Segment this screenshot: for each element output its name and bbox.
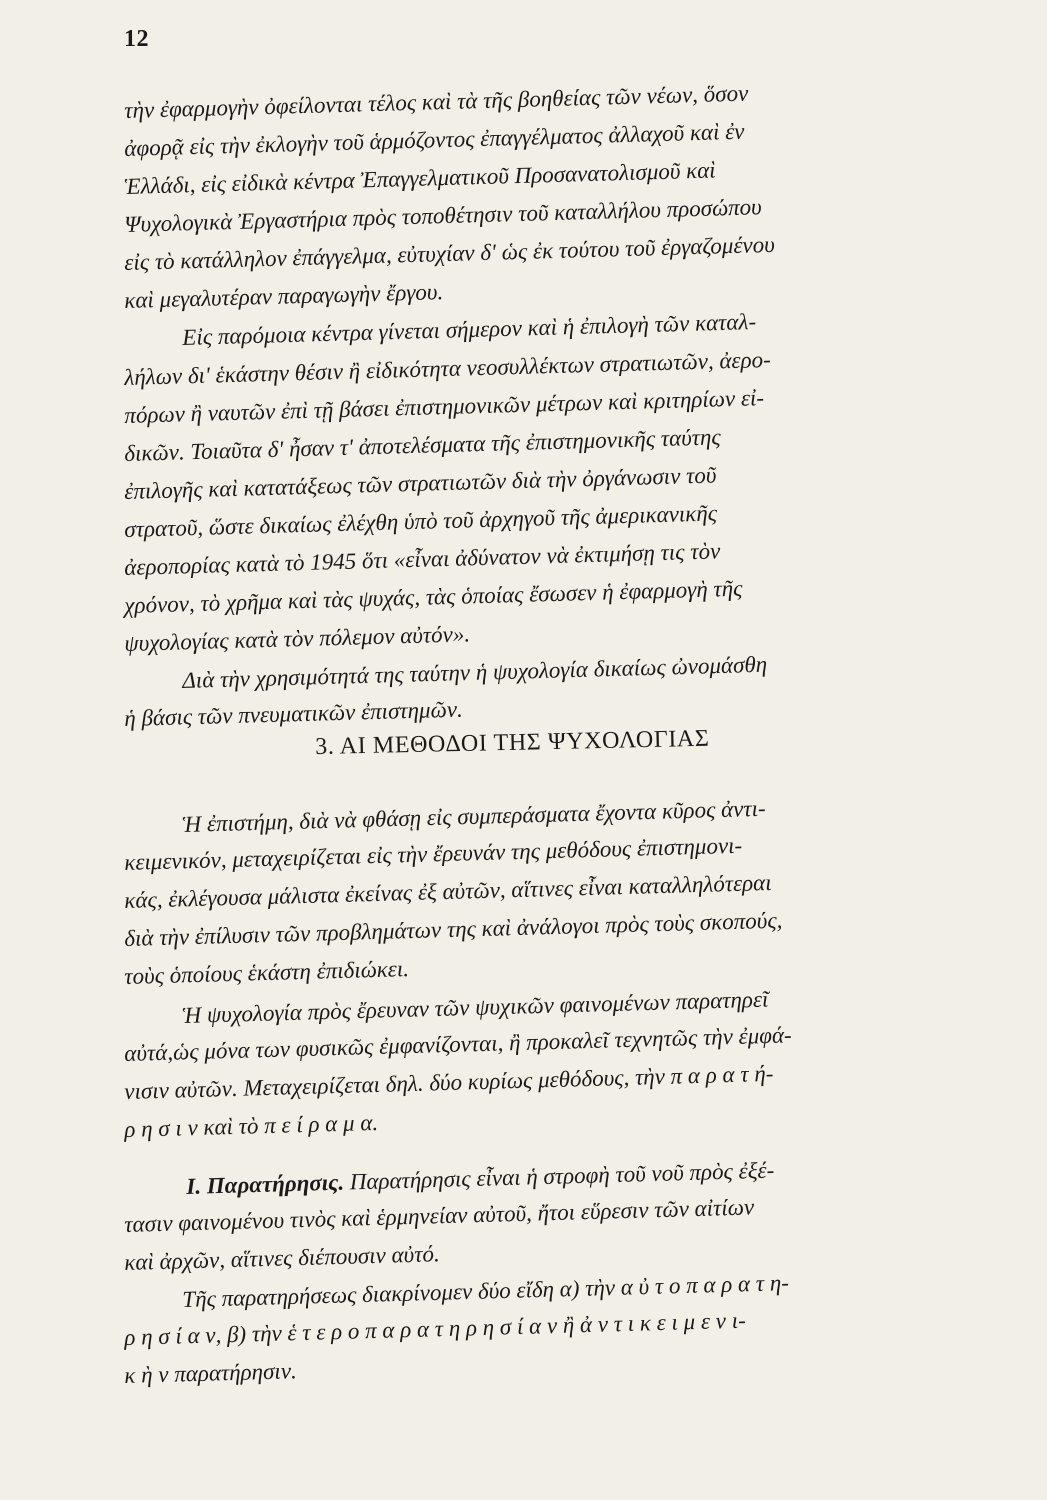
page-number: 12 (124, 26, 149, 52)
p2-line-8: χρόνον, τὸ χρῆμα καὶ τὰς ψυχάς, τὰς ὁποίας ἔσωσεν ἡ ἐφαρμογὴ τῆς (124, 575, 743, 618)
p4-line-3: κάς, ἐκλέγουσα μάλιστα ἐκείνας ἐξ αὐτῶν, αἵτινες εἶναι καταλληλότεραι (124, 869, 772, 913)
p4-line-2: κειμενικόν, μεταχειρίζεται εἰς τὴν ἔρευνάν της μεθόδους ἐπιστημονι- (124, 832, 743, 875)
p2-line-1: Εἰς παρόμοια κέντρα γίνεται σήμερον καὶ ἡ ἐπιλογὴ τῶν καταλ- (182, 308, 757, 350)
p7-line-1: Τῆς παρατηρήσεως διακρίνομεν δύο εἴδη α) τὴν α ὐ τ ο π α ρ α τ η- (182, 1270, 790, 1312)
p4-line-1: Ἡ ἐπιστήμη, διὰ νὰ φθάσῃ εἰς συμπεράσματα ἔχοντα κῦρος ἀντι- (182, 795, 766, 837)
p1-line-1: τὴν ἐφαρμογὴν ὀφείλονται τέλος καὶ τὰ τῆς βοηθείας τῶν νέων, ὅσον (124, 80, 749, 123)
p1-line-6: καὶ μεγαλυτέραν παραγωγὴν ἔργου. (124, 279, 444, 313)
p4-line-5: τοὺς ὁποίους ἑκάστη ἐπιδιώκει. (124, 956, 410, 989)
p3-line-2: ἡ βάσις τῶν πνευματικῶν ἐπιστημῶν. (124, 696, 464, 731)
p2-line-5: ἐπιλογῆς καὶ κατατάξεως τῶν στρατιωτῶν διὰ τὴν ὀργάνωσιν τοῦ (124, 462, 717, 504)
p2-line-7: ἀεροπορίας κατὰ τὸ 1945 ὅτι «εἶναι ἀδύνατον νὰ ἐκτιμήσῃ τις τὸν (124, 538, 721, 580)
p7-line-3: κ ὴ ν παρατήρησιν. (124, 1358, 298, 1388)
p2-line-3: πόρων ἢ ναυτῶν ἐπὶ τῇ βάσει ἐπιστημονικῶν μέτρων καὶ κριτηρίων εἰ- (124, 385, 765, 428)
section-heading: 3. ΑΙ ΜΕΘΟΔΟΙ ΤΗΣ ΨΥΧΟΛΟΓΙΑΣ (315, 725, 710, 760)
p5-line-2: αὐτά,ὡς μόνα των φυσικῶς ἐμφανίζονται, ἢ προκαλεῖ τεχνητῶς τὴν ἐμφά- (124, 1022, 792, 1066)
p1-line-3: Ἑλλάδι, εἰς εἰδικὰ κέντρα Ἐπαγγελματικοῦ Προσανατολισμοῦ καὶ (124, 157, 716, 199)
p7-line-2: ρ η σ ί α ν, β) τὴν ἑ τ ε ρ ο π α ρ α τ η ρ η σ ί α ν ἢ ἀ ν τ ι κ ε ι μ ε ν ι- (124, 1307, 747, 1350)
p2-line-6: στρατοῦ, ὥστε δικαίως ἐλέχθη ὑπὸ τοῦ ἀρχηγοῦ τῆς ἀμερικανικῆς (124, 500, 718, 542)
p6-line-1 (186, 1158, 775, 1200)
p2-line-4: δικῶν. Τοιαῦτα δ' ἦσαν τ' ἀποτελέσματα τῆς ἐπιστημονικῆς ταύτης (124, 424, 721, 466)
observation-heading: Ι. Παρατήρησις. (186, 1169, 345, 1199)
p4-line-4: διὰ τὴν ἐπίλυσιν τῶν προβλημάτων της καὶ ἀνάλογοι πρὸς τοὺς σκοπούς, (124, 907, 783, 951)
p1-line-5: εἰς τὸ κατάλληλον ἐπάγγελμα, εὐτυχίαν δ' ὡς ἐκ τούτου τοῦ ἐργαζομένου (124, 231, 776, 275)
p6-line-1-rest: Παρατήρησις εἶναι ἡ στροφὴ τοῦ νοῦ πρὸς ἐξέ- (343, 1157, 775, 1195)
p2-line-9: ψυχολογίας κατὰ τὸν πόλεμον αὐτόν». (124, 621, 471, 656)
p2-line-2: λήλων δι' ἑκάστην θέσιν ἢ εἰδικότητα νεοσυλλέκτων στρατιωτῶν, ἀερο- (124, 346, 772, 390)
p3-line-1: Διὰ τὴν χρησιμότητά της ταύτην ἡ ψυχολογία δικαίως ὠνομάσθη (182, 651, 768, 693)
p5-line-4: ρ η σ ι ν καὶ τὸ π ε ί ρ α μ α. (124, 1109, 379, 1142)
p6-line-3: καὶ ἀρχῶν, αἵτινες διέπουσιν αὐτό. (124, 1241, 440, 1275)
p6-line-2: τασιν φαινομένου τινὸς καὶ ἑρμηνείαν αὐτοῦ, ἤτοι εὕρεσιν τῶν αἰτίων (124, 1194, 755, 1237)
p1-line-2: ἀφορᾷ εἰς τὴν ἐκλογὴν τοῦ ἁρμόζοντος ἐπαγγέλματος ἀλλαχοῦ καὶ ἐν (124, 118, 745, 161)
p5-line-1: Ἡ ψυχολογία πρὸς ἔρευναν τῶν ψυχικῶν φαινομένων παρατηρεῖ (182, 986, 769, 1028)
p5-line-3: νισιν αὐτῶν. Μεταχειρίζεται δηλ. δύο κυρίως μεθόδους, τὴν π α ρ α τ ή- (124, 1060, 774, 1104)
p1-line-4: Ψυχολογικὰ Ἐργαστήρια πρὸς τοποθέτησιν τοῦ καταλλήλου προσώπου (124, 194, 762, 237)
